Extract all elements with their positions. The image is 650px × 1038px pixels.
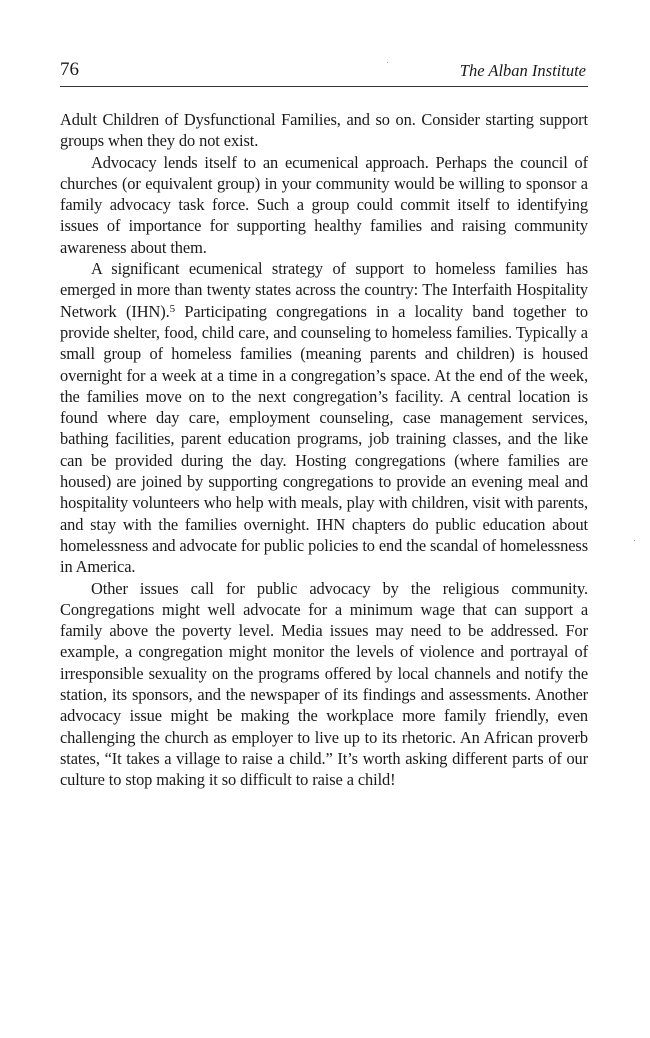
running-title: The Alban Institute — [459, 61, 586, 80]
scan-speck — [634, 540, 635, 541]
paragraph-advocacy: Advocacy lends itself to an ecumenical approach. Perhaps the council of churches (or equivalent group) in your community would be willing to sponsor a family advocacy task force. Such a group could commit itself to identifying issues of importance for supporting healthy families and raising community awareness about them. — [60, 152, 588, 257]
running-header — [60, 58, 588, 87]
paragraph-text: Participating congregations in a locality band together to provide shelter, food, child care, and counseling to homeless families. Typically a small group of homeless families (meaning parents and children) is housed overnight for a week at a time in a congregation’s space. At the end of the week, the families move on to the next congregation’s facility. A central location is found where day care, employment counseling, case management services, bathing facilities, parent education programs, job training classes, and the like can be provided during the day. Hosting congregations (where families are housed) are joined by supporting congregations to provide an evening meal and hospitality volunteers who help with meals, play with children, visit with parents, and stay with the families overnight. IHN chapters do public education about homelessness and advocate for public policies to end the scandal of homelessness in America. — [60, 301, 588, 577]
paragraph-continued: Adult Children of Dysfunctional Families, and so on. Consider starting support groups when they do not exist. — [60, 110, 588, 151]
book-page — [60, 58, 588, 791]
paragraph-text: A significant ecumenical strategy of support to homeless families has emerged in more than twenty states across the country: The Interfaith Hospitality Network (IHN). — [60, 259, 588, 321]
scan-speck — [387, 62, 388, 63]
page-number: 76 — [60, 59, 79, 80]
paragraph-public-advocacy: Other issues call for public advocacy by the religious community. Congregations might well advocate for a minimum wage that can support a family above the poverty level. Media issues may need to be addressed. For example, a congregation might monitor the levels of violence and portrayal of irresponsible sexuality on the programs offered by local channels and notify the station, its sponsors, and the newspaper of its findings and assessments. Another advocacy issue might be making the workplace more family friendly, even challenging the church as employer to live up to its rhetoric. An African proverb states, “It takes a village to raise a child.” It’s worth asking different parts of our culture to stop making it so difficult to raise a child! — [60, 578, 588, 790]
body-text — [60, 109, 588, 791]
paragraph-interfaith-network — [60, 258, 588, 577]
footnote-reference: 5 — [169, 302, 175, 315]
